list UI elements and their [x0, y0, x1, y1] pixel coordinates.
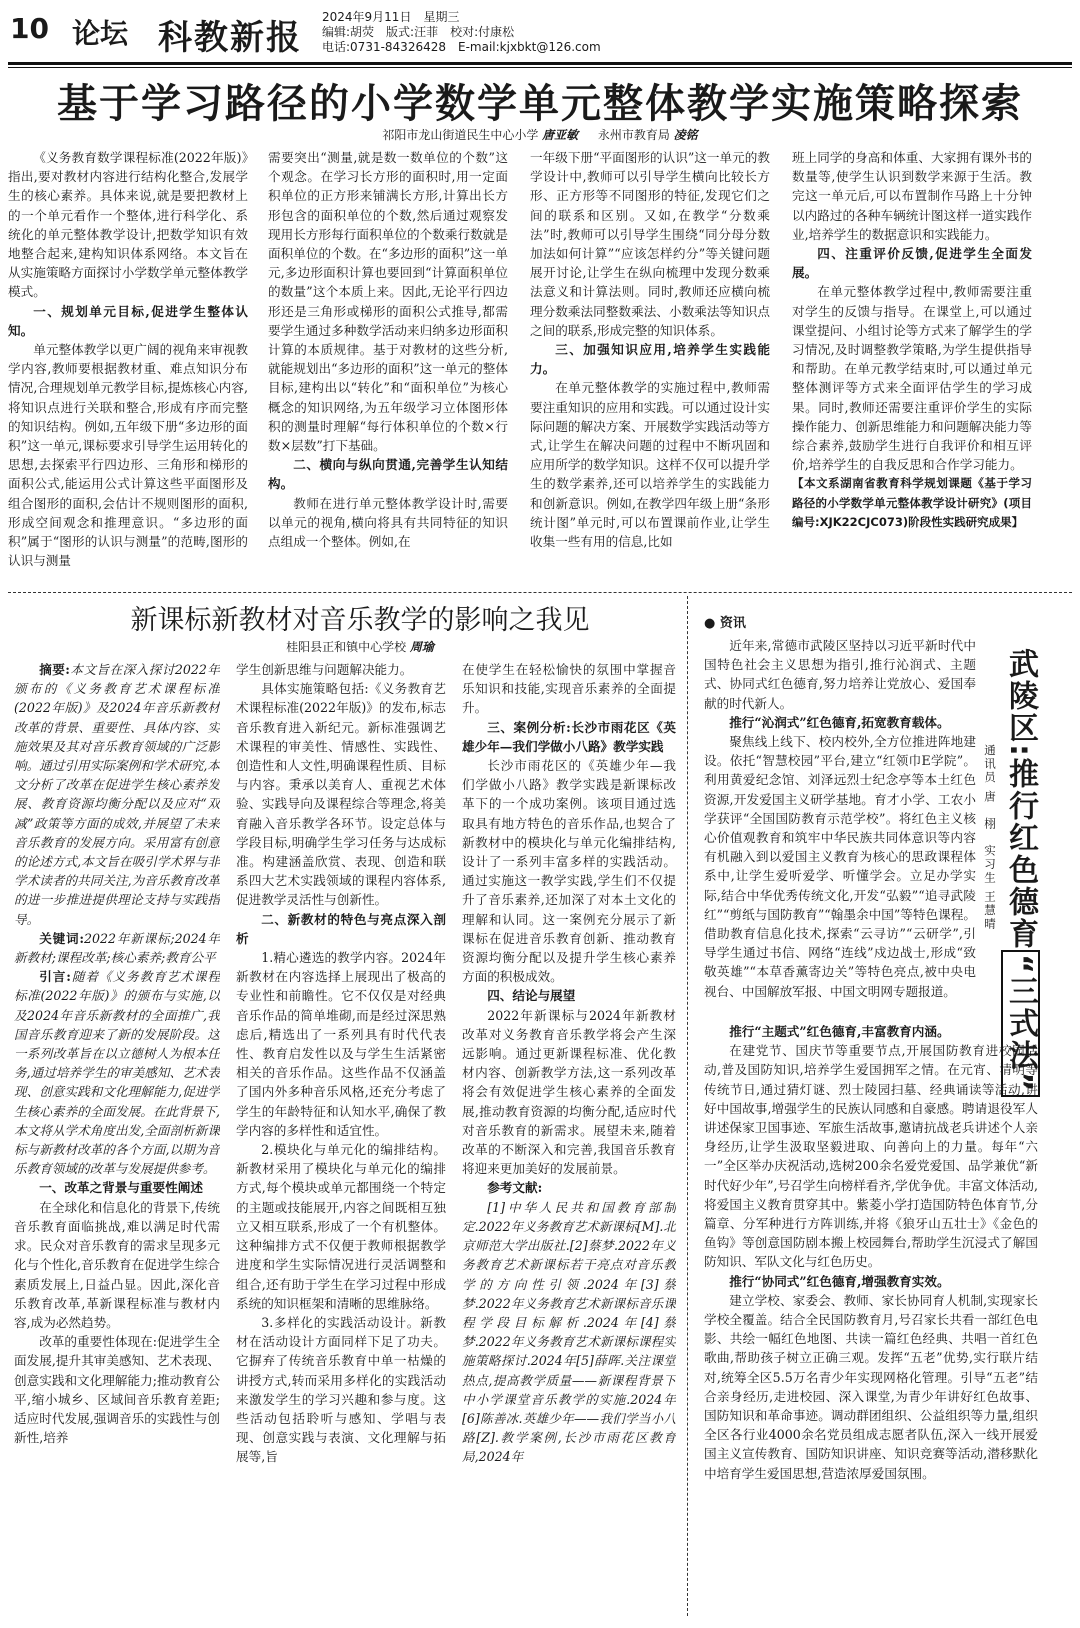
keywords-label: 关键词:: [39, 930, 84, 946]
article2-column-2: [236, 660, 446, 1620]
news-title-bracket: “三式法”: [1001, 950, 1040, 1097]
section-name: 论坛: [72, 17, 129, 50]
paragraph: 1.精心遴选的教学内容。2024年新教材在内容选择上展现出了极高的专业性和前瞻性。它不仅仅是对经典音乐作品的简单堆砌,而是经过深思熟虑后,精选出了一系列具有时代代表性、教育启发性以及与学生生活紧密相关的音乐作品。这些作品不仅涵盖了国内外多种音乐风格,还充分考虑了学生的年龄特征和认知水平,确保了教学内容的多样性和适宜性。: [236, 950, 446, 1138]
paragraph: 2.模块化与单元化的编排结构。新教材采用了模块化与单元化的编排方式,每个模块或单元都围绕一个特定的主题或技能展开,内容之间既相互独立又相互联系,形成了一个有机整体。这种编排方式不仅便于教师根据教学进度和学生实际情况进行灵活调整和组合,还有助于学生在学习过程中形成系统的知识框架和清晰的思维脉络。: [236, 1142, 446, 1311]
masthead: [10, 8, 1070, 60]
article1-column-3: [530, 148, 770, 588]
references: [1]中华人民共和国教育部制定.2022年义务教育艺术新课标[M].北京师范大学出版社.[2]蔡梦.2022年义务教育艺术新课标若干亮点对音乐教学的方向性引领.2024年[3]蔡梦.2022年义务教育艺术新课标音乐课程学段目标解析.2024年[4]蔡梦.2022年义务教育艺术新课标课程实施策略探讨.2024年[5]薛晖.关注课堂热点,提高教学质量——新课程背景下中小学课堂音乐教学的实施.2024年[6]陈善冰.英雄少年——我们学当小八路[Z].教学案例,长沙市雨花区教育局,2024年: [462, 1199, 676, 1465]
section-heading: 一、规划单元目标,促进学生整体认知。: [8, 303, 248, 338]
article2-column-1: [14, 660, 220, 1620]
paragraph: 聚焦线上线下、校内校外,全方位推进阵地建设。依托“智慧校园”平台,建立“红领巾E学院”。利用黄爱纪念馆、刘泽远烈士纪念亭等本土红色资源,开发爱国主义研学基地。育才小学、工农小学获评“全国国防教育示范学校”。将红色主义核心价值观教育和筑牢中华民族共同体意识等内容有机融入到以爱国主义教育为核心的思政课程体系中,让学生爱听爱学、听懂学会。立足办学实际,结合中华优秀传统文化,开发“弘毅”“追寻武陵红”“剪纸与国防教育”“翰墨余中国”等特色课程。借助教育信息化技术,探索“云寻访”“云研学”,引导学生通过书信、网络“连线”戍边战士,形成“致敬英雄”“本草香薰寄边关”等特色亮点,被中央电视台、中国解放军报、中国文明网专题报道。: [704, 734, 976, 999]
abstract-label: 摘要:: [39, 662, 70, 677]
article2-title: 新课标新教材对音乐教学的影响之我见: [130, 605, 590, 636]
news-label: ● 资讯: [704, 616, 746, 631]
paragraph: 近年来,常德市武陵区坚持以习近平新时代中国特色社会主义思想为指引,推行沁润式、主题式、协同式红色德育,努力培养让党放心、爱国奉献的时代新人。: [704, 638, 976, 711]
byline-author: 凌铭: [673, 128, 698, 142]
paragraph: 一年级下册“平面图形的认识”这一单元的教学设计中,教师可以引导学生横向比较长方形、正方形等不同图形的特征,发现它们之间的联系和区别。又如,在教学“分数乘法”时,教师可以引导学生围绕“同分母分数加法如何计算”“应该怎样约分”等关键问题展开讨论,让学生在纵向梳理中发现分数乘法意义和计算法则。同时,教师还应横向梳理分数乘法同整数乘法、小数乘法等知识点之间的联系,形成完整的知识体系。: [530, 150, 770, 338]
article1-title: 基于学习路径的小学数学单元整体教学实施策略探索: [57, 81, 1023, 127]
masthead-info: [322, 10, 601, 55]
section-heading: 二、横向与纵向贯通,完善学生认知结构。: [268, 457, 508, 492]
paragraph: 《义务教育数学课程标准(2022年版)》指出,要对教材内容进行结构化整合,发展学生的核心素养。具体来说,就是要把教材上的一个单元看作一个整体,进行科学化、系统化的单元整体教学设计,把数学知识有效地整合起来,建构知识体系网络。本文旨在从实施策略方面探讨小学数学单元整体教学模式。: [8, 150, 248, 300]
news-title-main: 武陵区:推行红色德育: [1003, 648, 1038, 950]
contact-line: 电话:0731-84326428 E-mail:kjxbkt@126.com: [322, 40, 601, 54]
paragraph: 建立学校、家委会、教师、家长协同育人机制,实现家长学校全覆盖。结合全民国防教育月,号召家长共看一部红色电影、共绘一幅红色地图、共读一篇红色经典、共唱一首红色歌曲,帮助孩子树立正确三观。发挥“五老”优势,实行联片结对,统筹全区5.5万名青少年实现网格化管理。引导“五老”结合亲身经历,走进校园、深入课堂,为青少年讲好红色故事、国防知识和革命事迹。调动群团组织、公益组织等力量,组织全区各行业4000余名党员组成志愿者队伍,深入一线开展爱国主义宣传教育、国防知识讲座、知识竞赛等活动,潜移默化中培育学生爱国思想,营造浓厚爱国氛围。: [704, 1292, 1038, 1481]
news-column-top: [704, 636, 976, 1020]
article2-column-3: [462, 660, 676, 1620]
news-column-bottom: [704, 1022, 1038, 1620]
references-title: 参考文献:: [487, 1180, 543, 1196]
byline-author: 周瑜: [409, 640, 434, 654]
section-heading: 二、新教材的特色与亮点深入剖析: [236, 911, 446, 946]
page-number: 10: [10, 12, 49, 45]
section-heading: 推行“沁润式”红色德育,拓宽教育载体。: [729, 714, 950, 730]
paragraph: 需要突出“测量,就是数一数单位的个数”这个观念。在学习长方形的面积时,用一定面积单位的正方形来铺满长方形,计算出长方形包含的面积单位的个数,然后通过观察发现用长方形每行面积单位的个数乘行数就是面积单位的个数。在“多边形的面积”这一单元,多边形面积计算也要回到“计算面积单位的数量”这个本质上来。因此,无论平行四边形还是三角形或梯形的面积公式推导,都需要学生通过多种数学活动来归纳多边形面积计算的本质规律。基于对教材的这些分析,就能规划出“多边形的面积”这一单元的整体目标,建构出以“转化”和“面积单位”为核心概念的知识网络,为五年级学习立体图形体积的测量时理解“每行体积单位的个数×行数×层数”打下基础。: [268, 150, 508, 454]
intro: [14, 967, 220, 1178]
section-heading: 四、结论与展望: [487, 988, 576, 1004]
paragraph: 在建党节、国庆节等重要节点,开展国防教育进校园活动,普及国防知识,培养学生爱国拥军之情。在元宵、清明等传统节日,通过猜灯谜、烈士陵园扫墓、经典诵读等活动,讲好中国故事,增强学生的民族认同感和自豪感。聘请退役军人讲述保家卫国事迹、军旅生活故事,邀请抗战老兵讲述个人亲身经历,让学生汲取坚毅进取、向善向上的力量。每年“六一”全区举办庆祝活动,选树200余名爱党爱国、品学兼优“新时代好少年”,号召学生向榜样看齐,学优争优。丰富文体活动,将爱国主义教育贯穿其中。紫菱小学打造国防特色体育节,分篇章、分军种进行方阵训练,并将《狼牙山五壮士》《金色的鱼钩》等创意国防剧本搬上校园舞台,帮助学生沉浸式了解国防知识、军队文化与红色历史。: [704, 1043, 1038, 1270]
section-heading: 三、案例分析:长沙市雨花区《英雄少年—我们学做小八路》教学实践: [462, 719, 676, 754]
section-heading: 推行“协同式”红色德育,增强教育实效。: [729, 1273, 950, 1289]
article2-byline: [40, 638, 680, 655]
byline-author: 唐亚敏: [542, 128, 579, 142]
paragraph: 教师在进行单元整体教学设计时,需要以单元的视角,横向将具有共同特征的知识点组成一个整体。例如,在: [268, 495, 508, 550]
article1-column-4: [792, 148, 1032, 588]
section-heading: 四、注重评价反馈,促进学生全面发展。: [792, 246, 1032, 281]
intro-label: 引言:: [39, 969, 71, 985]
byline-org: 桂阳县正和镇中心学校: [286, 640, 407, 654]
article1-column-2: [268, 148, 508, 588]
paper-name: 科教新报: [158, 18, 302, 58]
paragraph: 学生创新思维与问题解决能力。: [236, 662, 413, 677]
paragraph: 3.多样化的实践活动设计。新教材在活动设计方面同样下足了功夫。它摒弃了传统音乐教育中单一枯燥的讲授方式,转而采用多样化的实践活动来激发学生的学习兴趣和参与度。这些活动包括聆听与感知、学唱与表现、创意实践与表演、文化理解与拓展等,旨: [236, 1314, 446, 1465]
paragraph: 具体实施策略包括:《义务教育艺术课程标准(2022年版)》的发布,标志音乐教育进入新纪元。新标准强调艺术课程的审美性、情感性、实践性、创造性和人文性,明确课程性质、目标与内容。秉承以美育人、重视艺术体验、实践导向及课程综合等理念,将美育融入音乐教学各环节。设定总体与学段目标,明确学生学习任务与达成标准。构建涵盖欣赏、表现、创造和联系四大艺术实践领域的课程内容体系,促进教学灵活性与创新性。: [236, 681, 446, 908]
paragraph: 在使学生在轻松愉快的氛围中掌握音乐知识和技能,实现音乐素养的全面提升。: [462, 662, 676, 716]
paragraph: 班上同学的身高和体重、大家拥有课外书的数量等,使学生认识到数学来源于生活。教完这一单元后,可以布置制作马路上十分钟以内路过的各种车辆统计图这样一道实践作业,培养学生的数据意识和实践能力。: [792, 150, 1032, 242]
paragraph: 单元整体教学以更广阔的视角来审视教学内容,教师要根据教材重、难点知识分布情况,合理规划单元教学目标,提炼核心内容,将知识点进行关联和整合,形成有序而完整的知识结构。例如,五年级下册“多边形的面积”这一单元,课标要求引导学生运用转化的思想,去探索平行四边形、三角形和梯形的面积公式,能运用公式计算这些平面图形及组合图形的面积,会估计不规则图形的面积,形成空间观念和推理意识。“多边形的面积”属于“图形的认识与测量”的范畴,图形的认识与测量: [8, 342, 248, 569]
date-line: 2024年9月11日 星期三: [322, 10, 460, 24]
paragraph: 在全球化和信息化的背景下,传统音乐教育面临挑战,难以满足时代需求。民众对音乐教育的需求呈现多元化与个性化,音乐教育在促进学生综合素质发展上,日益凸显。因此,深化音乐教育改革,革新课程标准与教材内容,成为必然趋势。: [14, 1199, 220, 1330]
paragraph: 在单元整体教学的实施过程中,教师需要注重知识的应用和实践。可以通过设计实际问题的解决方案、开展数学实践活动等方式,让学生在解决问题的过程中不断巩固和应用所学的数学知识。这样不仅可以提升学生的数学素养,还可以培养学生的实践能力和创新意识。例如,在教学四年级上册“条形统计图”单元时,可以布置课前作业,让学生收集一些有用的信息,比如: [530, 380, 770, 550]
paragraph: 长沙市雨花区的《英雄少年—我们学做小八路》教学实践是新课标改革下的一个成功案例。该项目通过选取具有地方特色的音乐作品,也契合了新教材中的模块化与单元化编排结构,设计了一系列丰富多样的实践活动。通过实施这一教学实践,学生们不仅提升了音乐素养,还加深了对本土文化的理解和认同。这一案例充分展示了新课标在促进音乐教育创新、推动教育资源均衡分配以及提升学生核心素养方面的积极成效。: [462, 758, 676, 985]
keywords-text: 2022年新课标;2024年新教材;课程改革;核心素养;教育公平: [14, 930, 220, 966]
article1-byline: [8, 126, 1072, 143]
project-note: 【本文系湖南省教育科学规划课题《基于学习路径的小学数学单元整体教学设计研究》(项目编号:XJK22CJC073)阶段性实践研究成果】: [792, 476, 1032, 529]
abstract: [14, 660, 220, 929]
paragraph: 改革的重要性体现在:促进学生全面发展,提升其审美感知、艺术表现、创意实践和文化理解能力;推动教育公平,缩小城乡、区域间音乐教育差距;适应时代发展,强调音乐的实践性与创新性,培养: [14, 1334, 220, 1446]
byline-org: 永州市教育局: [597, 128, 670, 142]
article1-column-1: [8, 148, 248, 588]
section-heading: 推行“主题式”红色德育,丰富教育内涵。: [729, 1024, 950, 1039]
paragraph: 2022年新课标与2024年新教材改革对义务教育音乐教学将会产生深远影响。通过更新课程标准、优化教材内容、创新教学方法,这一系列改革将会有效促进学生核心素养的全面发展,推动教育资源的均衡分配,适应时代对音乐教育的新需求。展望未来,随着改革的不断深入和完善,我国音乐教育将迎来更加美好的发展前景。: [462, 1007, 676, 1177]
keywords: [14, 929, 220, 967]
abstract-text: 本文旨在深入探讨2022年颁布的《义务教育艺术课程标准(2022年版)》及2024年音乐新教材改革的背景、重要性、具体内容、实施效果及其对音乐教育领域的广泛影响。通过引用实际案例和学术研究,本文分析了改革在促进学生核心素养发展、教育资源均衡分配以及应对“双减”政策等方面的成效,并展望了未来音乐教育的发展方向。采用富有创意的论述方式,本文旨在吸引学术界与非学术读者的共同关注,为音乐教育改革的进一步推进提供理论支持与实践指导。: [14, 662, 220, 927]
section-divider: [8, 592, 1072, 593]
masthead-rule: [8, 62, 1072, 65]
masthead-rule-thin: [8, 67, 1072, 68]
editors-line: 编辑:胡荧 版式:汪菲 校对:付康松: [322, 25, 515, 39]
byline-org: 祁阳市龙山街道民生中心小学: [382, 128, 539, 142]
paragraph: 在单元整体教学过程中,教师需要注重对学生的反馈与指导。在课堂上,可以通过课堂提问、小组讨论等方式来了解学生的学习情况,及时调整教学策略,为学生提供指导和帮助。在单元教学结束时,可以通过单元整体测评等方式来全面评估学生的学习成果。同时,教师还需要注重评价学生的实际操作能力、创新思维能力和问题解决能力等综合素养,鼓励学生进行自我评价和相互评价,培养学生的自我反思和合作学习能力。: [792, 284, 1032, 473]
intro-text: 随着《义务教育艺术课程标准(2022年版)》的颁布与实施,以及2024年音乐新教材的全面推广,我国音乐教育迎来了新的发展阶段。这一系列改革旨在以立德树人为根本任务,通过培养学生的审美感知、艺术表现、创意实践和文化理解能力,促进学生核心素养的全面发展。在此背景下,本文将从学术角度出发,全面剖析新课标与新教材改革的各个方面,以期为音乐教育领域的改革与发展提供参考。: [14, 969, 220, 1177]
section-heading: 三、加强知识应用,培养学生实践能力。: [530, 342, 770, 377]
section-heading: 一、改革之背景与重要性阐述: [39, 1180, 203, 1196]
news-author: 通讯员 唐 栩 实习生 王慧晴: [983, 744, 997, 931]
column-divider: [687, 596, 688, 1616]
